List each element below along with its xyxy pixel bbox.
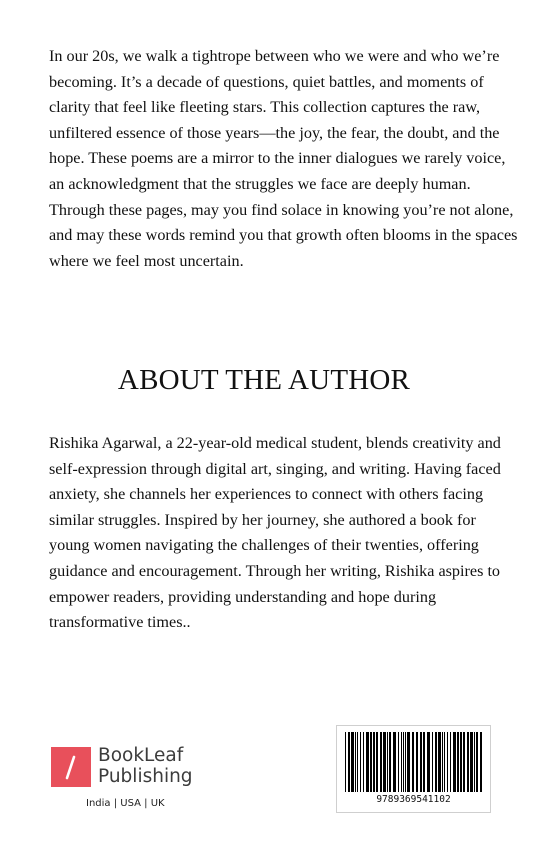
barcode-bar (416, 732, 418, 792)
barcode-bar (423, 732, 425, 792)
barcode-bar (453, 732, 456, 792)
isbn-number: 9789369541102 (376, 794, 451, 805)
barcode-bar (345, 732, 346, 792)
publisher-logo (51, 744, 211, 816)
barcode-bar (420, 732, 422, 792)
barcode-bar (363, 732, 364, 792)
barcode-bar (450, 732, 451, 792)
barcode-bar (380, 732, 382, 792)
barcode-bar (366, 732, 369, 792)
barcode-bar (435, 732, 437, 792)
barcode-bar (389, 732, 391, 792)
barcode-bar (447, 732, 448, 792)
publisher-name (98, 745, 193, 787)
barcode-bar (360, 732, 361, 792)
barcode-bar (444, 732, 445, 792)
publisher-name-line2: Publishing (98, 766, 193, 787)
barcode-bar (438, 732, 441, 792)
barcode-bar (351, 732, 354, 792)
barcode-bar (348, 732, 350, 792)
barcode-bar (407, 732, 410, 792)
back-cover-blurb: In our 20s, we walk a tightrope between who we were and who we’re becoming. It’s a decade of questions, quiet battles, and moments of clarity that feel like fleeting stars. This collection captures the raw, unfiltered essence of those years—the joy, the fear, the doubt, and the hope. These poems are a mirror to the inner dialogues we rarely voice, an acknowledgment that the struggles we face are deeply human. Through these pages, may you find solace in knowing you’re not alone, and may these words remind you that growth often blooms in the spaces where we feel most uncertain. (49, 47, 518, 270)
publisher-regions: India | USA | UK (86, 798, 165, 809)
barcode-bar (357, 732, 358, 792)
barcode-bar (463, 732, 465, 792)
about-author-heading: ABOUT THE AUTHOR (117, 364, 411, 396)
barcode-bar (480, 732, 482, 792)
barcode-bar (355, 732, 356, 792)
barcode-bar (387, 732, 388, 792)
barcode-bar (373, 732, 375, 792)
publisher-name-line1: BookLeaf (98, 745, 184, 766)
barcode-bar (460, 732, 462, 792)
slash-logo-icon (51, 747, 91, 787)
barcode-bar (476, 732, 478, 792)
barcode-bar (474, 732, 475, 792)
barcode-bar (442, 732, 443, 792)
barcode-bar (383, 732, 386, 792)
barcode-bar (412, 732, 414, 792)
barcode-bar (432, 732, 433, 792)
barcode-bar (393, 732, 396, 792)
barcode-bar (401, 732, 402, 792)
barcode (336, 725, 491, 813)
barcode-bar (403, 732, 404, 792)
barcode-bars (343, 732, 484, 792)
barcode-bar (467, 732, 469, 792)
barcode-bar (470, 732, 473, 792)
barcode-bar (376, 732, 378, 792)
barcode-bar (398, 732, 399, 792)
barcode-bar (427, 732, 430, 792)
barcode-bar (457, 732, 459, 792)
author-bio: Rishika Agarwal, a 22-year-old medical student, blends creativity and self-expression through digital art, singing, and writing. Having faced anxiety, she channels her experiences to connect with others facing similar struggles. Inspired by her journey, she authored a book for young women navigating the challenges of their twenties, offering guidance and encouragement. Through her writing, Rishika aspires to empower readers, providing understanding and hope during transformative times.. (49, 434, 501, 632)
barcode-bar (405, 732, 406, 792)
barcode-bar (370, 732, 372, 792)
